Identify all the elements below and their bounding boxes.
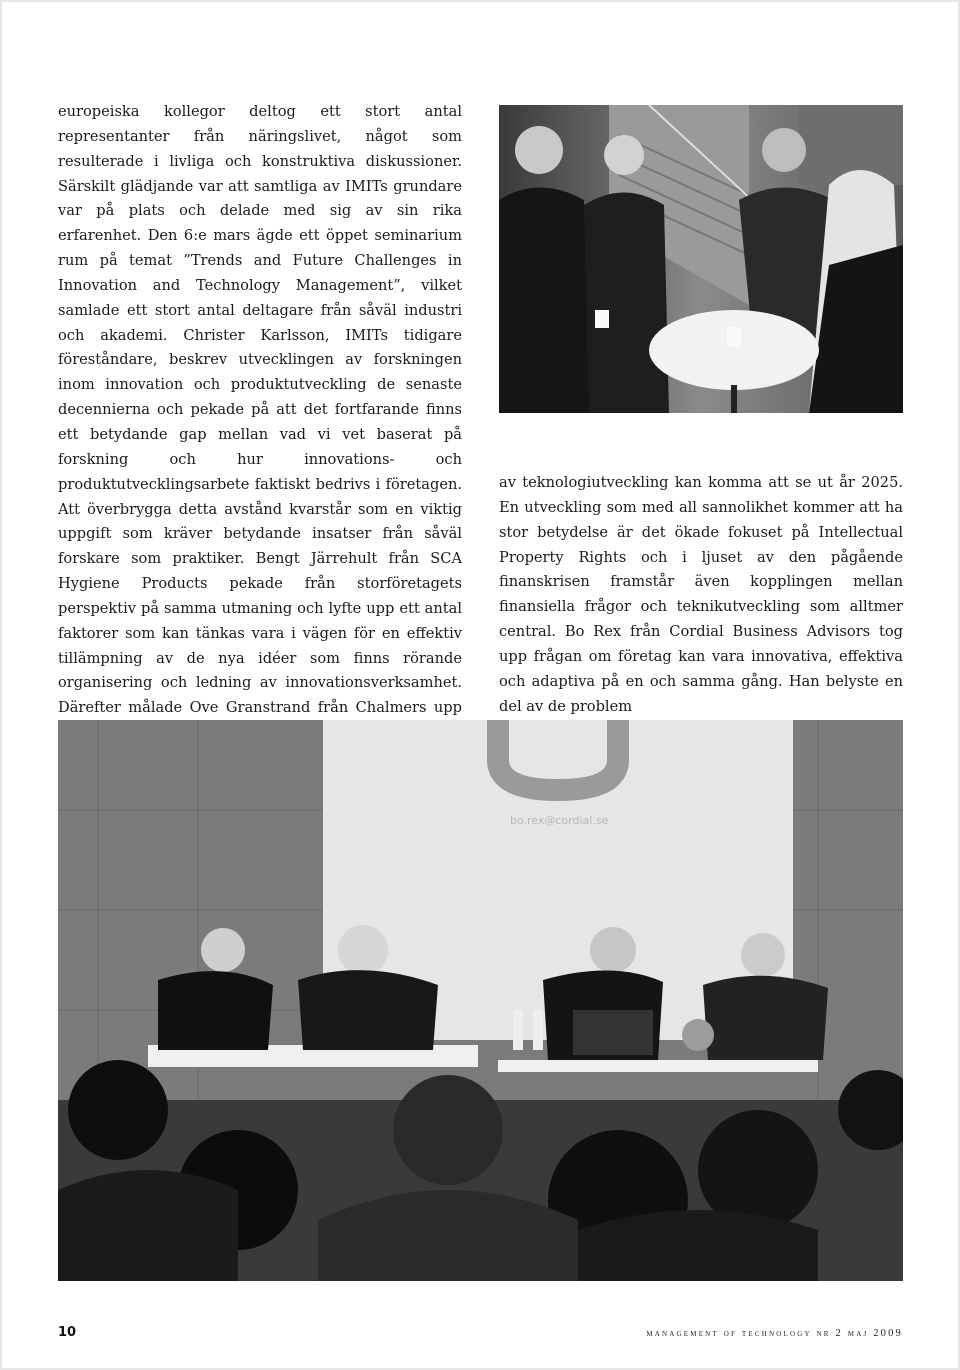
networking-photo <box>499 105 903 413</box>
panel-discussion-photo <box>58 720 903 1281</box>
publication-footer: management of technology nr 2 maj 2009 <box>646 1328 903 1339</box>
article-left-column: europeiska kollegor deltog ett stort antal representanter från näringslivet, något som resulterade i livliga och konstruktiva diskussioner. Särskilt glädjande var att samtliga av IMITs grundare var på plats och delade med sig av sin rika erfarenhet. Den 6:e mars ägde ett öppet seminarium rum på temat ”Trends and Future Challenges in Innovation and Technology Management”, vilket samlade ett stort antal deltagare från såväl industri och akademi. Christer Karlsson, IMITs tidigare föreståndare, beskrev utvecklingen av forskningen inom innovation och produktutveckling de senaste decennierna och pekade på att det fortfarande finns ett betydande gap mellan vad vi vet baserat på forskning och hur innovations- och produktutvecklingsarbete faktiskt bedrivs i företagen. Att överbrygga detta avstånd kvarstår som en viktig uppgift som kräver betydande insatser från såväl forskare som praktiker. Bengt Järrehult från SCA Hygiene Products pekade från storföretagets perspektiv på samma utmaning och lyfte upp ett antal faktorer som kan tänkas vara i vägen för en effektiv tillämpning av de nya idéer som finns rörande organisering och ledning av innovationsverksamhet. Därefter målade Ove Granstrand från Chalmers upp <box>58 103 462 717</box>
article-right-column: av teknologiutveckling kan komma att se ut år 2025. En utveckling som med all sannolikhet kommer att ha stor betydelse är det ökade fokuset på Intellectual Property Rights och i ljuset av den pågående finanskrisen framstår även kopplingen mellan finansiella frågor och teknikutveckling som alltmer central. Bo Rex från Cordial Business Advisors tog upp frågan om företag kan vara innovativa, effektiva och adaptiva på en och samma gång. Han belyste en del av de problem <box>499 474 903 715</box>
panel-discussion-image <box>58 720 903 1281</box>
page-number: 10 <box>58 1325 77 1340</box>
screen-email-text: bo.rex@cordial.se <box>510 814 609 827</box>
networking-photo-image <box>499 105 903 413</box>
